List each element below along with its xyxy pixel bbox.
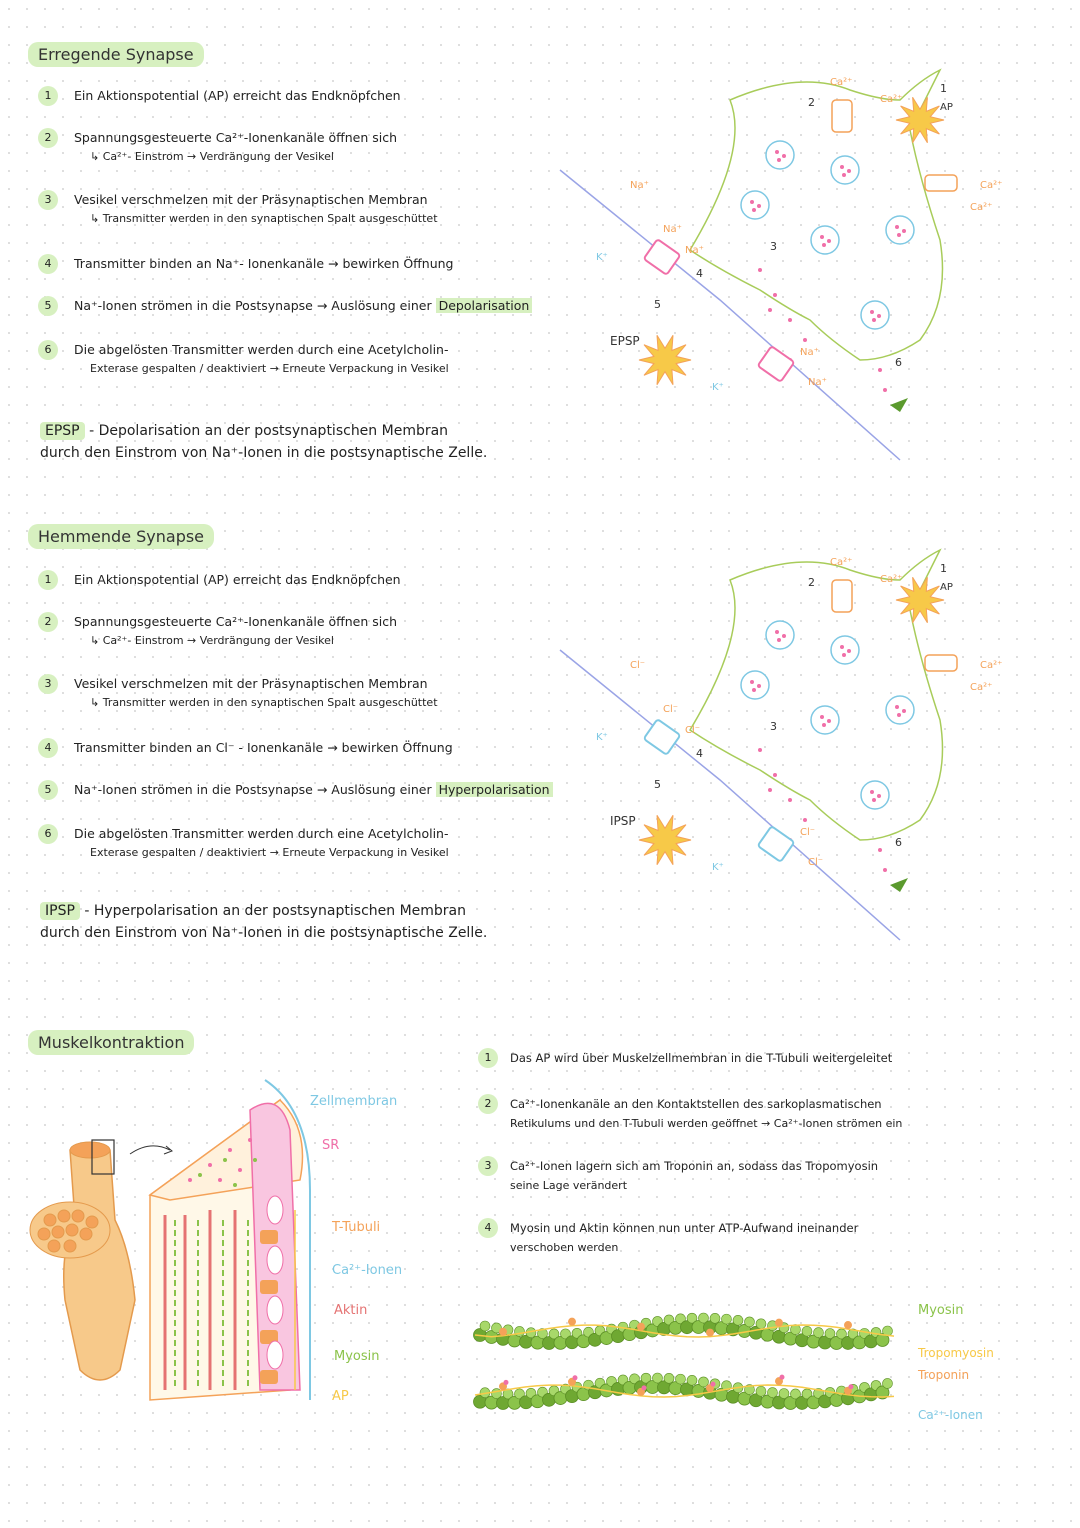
actin-monomer bbox=[814, 1328, 824, 1338]
num-1: 1 bbox=[940, 82, 947, 95]
step-text: Spannungsgesteuerte Ca²⁺-Ionenkanäle öffnen sich bbox=[74, 130, 398, 145]
ca-label: Ca²⁺ bbox=[880, 574, 903, 585]
muscle-fiber-diagram bbox=[20, 1070, 320, 1430]
ipsp-definition bbox=[40, 900, 600, 944]
transmitter bbox=[775, 630, 779, 634]
transmitter bbox=[773, 773, 777, 777]
ca-label: Ca²⁺ bbox=[880, 94, 903, 105]
transmitter bbox=[777, 158, 781, 162]
transmitter bbox=[758, 268, 762, 272]
step-text: Ca²⁺-Ionen lagern sich am Troponin an, sodass das Tropomyosin bbox=[510, 1159, 879, 1173]
transmitter bbox=[902, 229, 906, 233]
epsp-definition bbox=[40, 420, 600, 464]
step-number: 1 bbox=[38, 570, 58, 590]
vesicle bbox=[811, 706, 839, 734]
step-text: Myosin und Aktin können nun unter ATP-Aufwand ineinander bbox=[510, 1221, 859, 1235]
step-number: 4 bbox=[38, 738, 58, 758]
ion-label: Na⁺ bbox=[800, 347, 819, 358]
step-subtext: ↳ Ca²⁺- Einstrom → Verdrängung der Vesikel bbox=[90, 150, 334, 163]
step-number: 2 bbox=[38, 128, 58, 148]
transmitter bbox=[877, 314, 881, 318]
vesicle bbox=[831, 156, 859, 184]
excitatory-step-3 bbox=[38, 190, 598, 228]
ca-channel bbox=[832, 100, 852, 132]
transmitter bbox=[782, 154, 786, 158]
presynaptic-membrane bbox=[690, 550, 943, 840]
step-text: Transmitter binden an Na⁺- Ionenkanäle → bewirken Öffnung bbox=[74, 256, 454, 271]
muscle-step-1 bbox=[478, 1048, 1038, 1068]
step-subtext: ↳ Ca²⁺- Einstrom → Verdrängung der Vesikel bbox=[90, 634, 334, 647]
step-number: 4 bbox=[38, 254, 58, 274]
transmitter bbox=[768, 788, 772, 792]
inhibitory-step-2 bbox=[38, 612, 598, 650]
actin-monomer bbox=[480, 1321, 490, 1331]
ca-ion bbox=[504, 1380, 509, 1385]
transmitter bbox=[870, 310, 874, 314]
transmitter bbox=[827, 719, 831, 723]
ca-ion bbox=[780, 1375, 785, 1380]
troponin bbox=[637, 1323, 645, 1331]
ca-label: Ca²⁺ bbox=[970, 682, 993, 693]
step-text: Ca²⁺-Ionenkanäle an den Kontaktstellen des sarkoplasmatischen bbox=[510, 1097, 882, 1111]
ion-label: Cl⁻ bbox=[663, 704, 679, 715]
actin-filament-diagram bbox=[470, 1300, 900, 1430]
presynaptic-membrane bbox=[690, 70, 943, 360]
ipsp-definition-line2: durch den Einstrom von Na⁺-Ionen in die postsynaptische Zelle. bbox=[40, 925, 488, 941]
step-number: 5 bbox=[38, 780, 58, 800]
label-myosin: Myosin bbox=[334, 1349, 380, 1364]
num-6: 6 bbox=[895, 356, 902, 369]
epsp-term: EPSP bbox=[40, 422, 85, 440]
psp-star bbox=[639, 815, 691, 864]
transmitter bbox=[847, 169, 851, 173]
psp-label: IPSP bbox=[610, 814, 636, 828]
transmitter bbox=[803, 338, 807, 342]
muscle-step-4 bbox=[478, 1218, 1038, 1258]
step-number: 4 bbox=[478, 1218, 498, 1238]
step-number: 3 bbox=[478, 1156, 498, 1176]
ca-ion bbox=[642, 1385, 647, 1390]
vesicle bbox=[886, 216, 914, 244]
actin-monomer bbox=[883, 1378, 893, 1388]
k-label: K⁺ bbox=[596, 732, 608, 743]
troponin bbox=[706, 1329, 714, 1337]
inhibitory-step-6 bbox=[38, 824, 598, 862]
arrow-icon bbox=[890, 878, 908, 892]
ap-label: AP bbox=[940, 102, 953, 113]
legend-troponin: Troponin bbox=[918, 1368, 970, 1382]
ion-label: Cl⁻ bbox=[808, 857, 824, 868]
actin-monomer bbox=[664, 1373, 674, 1383]
transmitter bbox=[840, 165, 844, 169]
step-text: Ein Aktionspotential (AP) erreicht das Endknöpfchen bbox=[74, 88, 401, 103]
troponin bbox=[775, 1319, 783, 1327]
step-subtext: Exterase gespalten / deaktiviert → Erneute Verpackung in Vesikel bbox=[90, 362, 449, 375]
label-zellmembran: Zellmembran bbox=[310, 1094, 398, 1109]
ion-channel bbox=[644, 719, 681, 755]
vesicle bbox=[861, 781, 889, 809]
troponin bbox=[499, 1328, 507, 1336]
transmitter bbox=[827, 239, 831, 243]
k-label: K⁺ bbox=[712, 862, 724, 873]
num-3: 3 bbox=[770, 240, 777, 253]
step-subtext: ↳ Transmitter werden in den synaptischen Spalt ausgeschüttet bbox=[90, 212, 438, 225]
section-title-muscle: Muskelkontraktion bbox=[28, 1030, 194, 1055]
transmitter bbox=[782, 634, 786, 638]
ion-label: Na⁺ bbox=[663, 224, 682, 235]
actin-monomer bbox=[699, 1377, 709, 1387]
transmitter bbox=[897, 233, 901, 237]
transmitter bbox=[883, 868, 887, 872]
step-subtext: verschoben werden bbox=[510, 1241, 619, 1254]
ion-channel bbox=[758, 826, 795, 862]
transmitter bbox=[902, 709, 906, 713]
section-title-inhibitory: Hemmende Synapse bbox=[28, 524, 214, 549]
excitatory-step-5 bbox=[38, 296, 598, 315]
transmitter bbox=[878, 848, 882, 852]
section-title-excitatory: Erregende Synapse bbox=[28, 42, 204, 67]
step-text: Vesikel verschmelzen mit der Präsynaptischen Membran bbox=[74, 676, 428, 691]
inhibitory-step-3 bbox=[38, 674, 598, 712]
transmitter bbox=[777, 638, 781, 642]
label-aktin: Aktin bbox=[334, 1303, 368, 1318]
step-number: 5 bbox=[38, 296, 58, 316]
ca-label: Ca²⁺ bbox=[970, 202, 993, 213]
actin-monomer bbox=[756, 1319, 766, 1329]
transmitter bbox=[757, 204, 761, 208]
k-label: K⁺ bbox=[596, 252, 608, 263]
ap-label: AP bbox=[940, 582, 953, 593]
arrow-icon bbox=[890, 398, 908, 412]
psp-star bbox=[639, 335, 691, 384]
step-text: Spannungsgesteuerte Ca²⁺-Ionenkanäle öffnen sich bbox=[74, 614, 398, 629]
k-label: K⁺ bbox=[712, 382, 724, 393]
transmitter bbox=[768, 308, 772, 312]
step-subtext: seine Lage verändert bbox=[510, 1179, 628, 1192]
transmitter bbox=[775, 150, 779, 154]
ion-label: Na⁺ bbox=[685, 245, 704, 256]
transmitter bbox=[895, 225, 899, 229]
transmitter bbox=[877, 794, 881, 798]
transmitter bbox=[883, 388, 887, 392]
ca-label: Ca²⁺ bbox=[980, 180, 1003, 191]
num-3: 3 bbox=[770, 720, 777, 733]
ca-ion bbox=[711, 1382, 716, 1387]
ca-channel bbox=[925, 655, 957, 671]
step-text: Das AP wird über Muskelzellmembran in die T-Tubuli weitergeleitet bbox=[510, 1051, 893, 1065]
epsp-definition-line2: durch den Einstrom von Na⁺-Ionen in die postsynaptische Zelle. bbox=[40, 445, 488, 461]
ca-channel bbox=[925, 175, 957, 191]
actin-monomer bbox=[515, 1326, 525, 1336]
ap-star bbox=[896, 577, 944, 623]
epsp-definition-text: - Depolarisation an der postsynaptischen Membran bbox=[89, 423, 449, 439]
num-4: 4 bbox=[696, 747, 703, 760]
inhibitory-step-1 bbox=[38, 570, 598, 589]
muscle-step-2 bbox=[478, 1094, 1038, 1134]
transmitter bbox=[878, 368, 882, 372]
num-5: 5 bbox=[654, 778, 661, 791]
excitatory-step-1 bbox=[38, 86, 598, 105]
transmitter bbox=[847, 649, 851, 653]
step-number: 1 bbox=[478, 1048, 498, 1068]
inhibitory-step-5 bbox=[38, 780, 598, 799]
excitatory-step-2 bbox=[38, 128, 598, 166]
num-2: 2 bbox=[808, 576, 815, 589]
transmitter bbox=[842, 173, 846, 177]
psp-label: EPSP bbox=[610, 334, 640, 348]
num-5: 5 bbox=[654, 298, 661, 311]
num-2: 2 bbox=[808, 96, 815, 109]
ca-ion bbox=[573, 1375, 578, 1380]
transmitter bbox=[840, 645, 844, 649]
legend-myosin: Myosin bbox=[918, 1303, 964, 1318]
actin-monomer bbox=[710, 1313, 720, 1323]
ca-label: Ca²⁺ bbox=[830, 557, 853, 568]
ion-channel bbox=[644, 239, 681, 275]
transmitter bbox=[750, 200, 754, 204]
transmitter bbox=[895, 705, 899, 709]
transmitter bbox=[773, 293, 777, 297]
actin-monomer bbox=[745, 1317, 755, 1327]
vesicle bbox=[766, 621, 794, 649]
step-text: Die abgelösten Transmitter werden durch eine Acetylcholin- bbox=[74, 342, 449, 357]
num-6: 6 bbox=[895, 836, 902, 849]
actin-monomer bbox=[802, 1326, 812, 1336]
transmitter bbox=[820, 715, 824, 719]
vesicle bbox=[886, 696, 914, 724]
step-subtext: Retikulums und den T-Tubuli werden geöffnet → Ca²⁺-Ionen strömen ein bbox=[510, 1117, 903, 1130]
excitatory-synapse-diagram bbox=[560, 60, 1060, 480]
transmitter bbox=[750, 680, 754, 684]
step-text: Transmitter binden an Cl⁻ - Ionenkanäle → bewirken Öffnung bbox=[74, 740, 453, 755]
transmitter bbox=[872, 798, 876, 802]
step-text: Ein Aktionspotential (AP) erreicht das Endknöpfchen bbox=[74, 572, 401, 587]
excitatory-step-4 bbox=[38, 254, 598, 273]
step-highlight: Depolarisation bbox=[436, 298, 533, 313]
ca-ion bbox=[849, 1384, 854, 1389]
step-number: 6 bbox=[38, 340, 58, 360]
transmitter bbox=[757, 684, 761, 688]
step-text: Na⁺-Ionen strömen in die Postsynapse → Auslösung einer bbox=[74, 782, 432, 797]
ion-label: Cl⁻ bbox=[630, 660, 646, 671]
ion-channel bbox=[758, 346, 795, 382]
step-text: Vesikel verschmelzen mit der Präsynaptischen Membran bbox=[74, 192, 428, 207]
label-t-tubuli: T-Tubuli bbox=[332, 1220, 381, 1235]
ion-label: Cl⁻ bbox=[685, 725, 701, 736]
transmitter bbox=[822, 243, 826, 247]
vesicle bbox=[861, 301, 889, 329]
transmitter bbox=[788, 318, 792, 322]
vesicle bbox=[741, 671, 769, 699]
transmitter bbox=[803, 818, 807, 822]
ca-channel bbox=[832, 580, 852, 612]
postsynaptic-membrane bbox=[560, 650, 900, 940]
step-number: 3 bbox=[38, 190, 58, 210]
step-subtext: Exterase gespalten / deaktiviert → Erneute Verpackung in Vesikel bbox=[90, 846, 449, 859]
vesicle bbox=[831, 636, 859, 664]
actin-monomer bbox=[687, 1375, 697, 1385]
inhibitory-synapse-diagram bbox=[560, 540, 1060, 960]
ion-label: Na⁺ bbox=[630, 180, 649, 191]
excitatory-step-6 bbox=[38, 340, 598, 378]
ipsp-term: IPSP bbox=[40, 902, 80, 920]
transmitter bbox=[870, 790, 874, 794]
transmitter bbox=[842, 653, 846, 657]
vesicle bbox=[766, 141, 794, 169]
inhibitory-step-4 bbox=[38, 738, 598, 757]
step-text: Die abgelösten Transmitter werden durch eine Acetylcholin- bbox=[74, 826, 449, 841]
transmitter bbox=[752, 208, 756, 212]
actin-monomer bbox=[722, 1314, 732, 1324]
transmitter bbox=[872, 318, 876, 322]
muscle-step-3 bbox=[478, 1156, 1038, 1196]
ion-label: Cl⁻ bbox=[800, 827, 816, 838]
transmitter bbox=[758, 748, 762, 752]
troponin bbox=[844, 1321, 852, 1329]
transmitter bbox=[752, 688, 756, 692]
actin-monomer bbox=[756, 1386, 766, 1396]
legend-ca-ionen: Ca²⁺-Ionen bbox=[918, 1408, 983, 1422]
postsynaptic-membrane bbox=[560, 170, 900, 460]
step-number: 3 bbox=[38, 674, 58, 694]
ipsp-definition-text: - Hyperpolarisation an der postsynaptischen Membran bbox=[84, 903, 467, 919]
ca-label: Ca²⁺ bbox=[830, 77, 853, 88]
label-sr: SR bbox=[322, 1138, 340, 1153]
ca-label: Ca²⁺ bbox=[980, 660, 1003, 671]
num-4: 4 bbox=[696, 267, 703, 280]
actin-monomer bbox=[733, 1315, 743, 1325]
vesicle bbox=[811, 226, 839, 254]
transmitter bbox=[822, 723, 826, 727]
troponin bbox=[568, 1318, 576, 1326]
step-number: 2 bbox=[478, 1094, 498, 1114]
step-text: Na⁺-Ionen strömen in die Postsynapse → Auslösung einer bbox=[74, 298, 432, 313]
actin-monomer bbox=[768, 1388, 778, 1398]
num-1: 1 bbox=[940, 562, 947, 575]
transmitter bbox=[897, 713, 901, 717]
step-number: 2 bbox=[38, 612, 58, 632]
legend-tropomyosin: Tropomyosin bbox=[918, 1346, 994, 1360]
transmitter bbox=[788, 798, 792, 802]
transmitter bbox=[820, 235, 824, 239]
step-highlight: Hyperpolarisation bbox=[436, 782, 553, 797]
ion-label: Na⁺ bbox=[808, 377, 827, 388]
step-number: 6 bbox=[38, 824, 58, 844]
label-ap: AP bbox=[332, 1389, 349, 1404]
actin-monomer bbox=[676, 1374, 686, 1384]
ap-star bbox=[896, 97, 944, 143]
step-subtext: ↳ Transmitter werden in den synaptischen Spalt ausgeschüttet bbox=[90, 696, 438, 709]
vesicle bbox=[741, 191, 769, 219]
step-number: 1 bbox=[38, 86, 58, 106]
label-ca-ionen: Ca²⁺-Ionen bbox=[332, 1263, 403, 1278]
